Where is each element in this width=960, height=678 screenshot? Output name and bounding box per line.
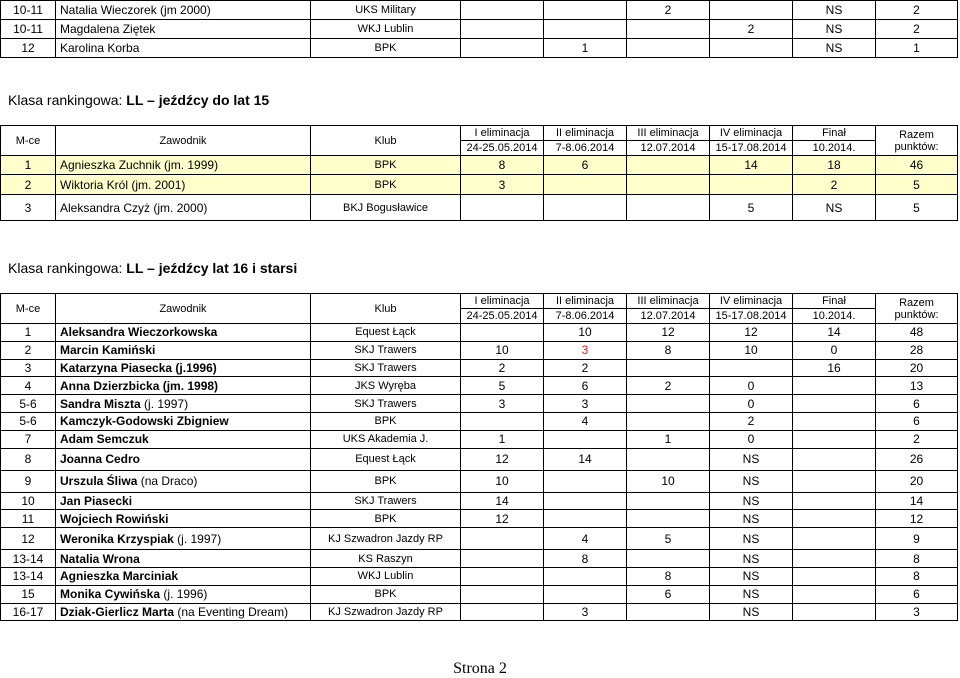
round-1-points: 12 [461,448,544,470]
round-2-points: 8 [544,550,627,568]
header-club: Klub [311,294,461,324]
club-cell: BPK [311,175,461,195]
header-place: M-ce [1,294,56,324]
total-points: 6 [876,395,958,413]
round-4-points: 0 [710,395,793,413]
round-1-points: 12 [461,510,544,528]
rider-extra: (jm. 2000) [150,200,208,215]
round-1-points [461,39,544,58]
round-1-points [461,550,544,568]
club-cell: SKJ Trawers [311,492,461,510]
round-2-points: 6 [544,156,627,175]
round-2-points: 10 [544,324,627,342]
round-4-points: 5 [710,195,793,221]
place-cell: 13-14 [1,550,56,568]
round-4-points [710,175,793,195]
round-4-points: NS [710,585,793,603]
rider-name: Aleksandra Czyż [60,200,151,215]
rider-name: Kamczyk-Godowski Zbigniew [60,414,229,429]
rider-name: Joanna Cedro [60,452,141,467]
club-cell: BPK [311,470,461,492]
table-row [1,567,958,585]
total-points: 46 [876,156,958,175]
club-cell: BPK [311,510,461,528]
total-points: 2 [876,20,958,39]
round-1-points [461,567,544,585]
place-cell: 12 [1,39,56,58]
round-1-points: 8 [461,156,544,175]
header-rider: Zawodnik [56,126,311,156]
round-5-points: 2 [793,175,876,195]
round-3-points [627,492,710,510]
rider-name: Magdalena Ziętek [60,22,156,36]
round-2-points [544,510,627,528]
top-continuation-table [0,0,958,58]
rider-extra: (j. 1997) [140,396,189,411]
header-round-2: II eliminacja [544,294,627,309]
total-points: 2 [876,430,958,448]
rider-name: Agnieszka Marciniak [60,569,179,584]
club-cell: WKJ Lublin [311,567,461,585]
rider-cell [56,359,311,377]
round-3-points [627,412,710,430]
table-row [1,550,958,568]
header-round-4: IV eliminacja [710,294,793,309]
table-row [1,175,958,195]
round-4-points: NS [710,603,793,621]
place-cell: 5-6 [1,395,56,413]
table-row [1,156,958,175]
place-cell: 10 [1,492,56,510]
table-row [1,528,958,550]
round-3-points: 1 [627,430,710,448]
club-cell: BPK [311,39,461,58]
round-5-points [793,470,876,492]
place-cell: 13-14 [1,567,56,585]
round-5-points [793,550,876,568]
header-rider: Zawodnik [56,294,311,324]
header-date-1: 24-25.05.2014 [461,309,544,324]
rider-name: Karolina Korba [60,41,140,55]
round-4-points: NS [710,492,793,510]
place-cell: 8 [1,448,56,470]
table-row [1,324,958,342]
round-1-points: 2 [461,359,544,377]
place-cell: 7 [1,430,56,448]
rider-extra: (jm. 2001) [128,177,186,192]
rider-cell [56,448,311,470]
header-total: Razem punktów: [876,294,958,324]
round-5-points: NS [793,39,876,58]
club-cell: KJ Szwadron Jazdy RP [311,528,461,550]
round-2-points: 14 [544,448,627,470]
round-5-points: NS [793,195,876,221]
round-1-points: 10 [461,470,544,492]
round-4-points: 0 [710,377,793,395]
club-cell: BPK [311,585,461,603]
header-round-2: II eliminacja [544,126,627,141]
section-16-title-main: LL – jeźdźcy lat 16 i starsi [126,260,298,276]
round-3-points [627,603,710,621]
place-cell: 3 [1,195,56,221]
header-total: Razem punktów: [876,126,958,156]
table-row [1,39,958,58]
club-cell: SKJ Trawers [311,395,461,413]
round-4-points: NS [710,510,793,528]
rider-cell [56,550,311,568]
table-row [1,430,958,448]
round-4-points: NS [710,550,793,568]
rider-cell [56,395,311,413]
rider-extra: (jm 2000) [156,3,211,17]
round-2-points: 4 [544,528,627,550]
round-1-points: 5 [461,377,544,395]
table-row [1,603,958,621]
total-points: 20 [876,470,958,492]
round-5-points [793,430,876,448]
round-4-points: NS [710,470,793,492]
header-round-4: IV eliminacja [710,126,793,141]
total-points: 5 [876,195,958,221]
place-cell: 2 [1,175,56,195]
round-1-points [461,585,544,603]
rider-cell [56,377,311,395]
place-cell: 15 [1,585,56,603]
round-4-points: 0 [710,430,793,448]
section-u15-title [8,92,269,108]
total-points: 6 [876,585,958,603]
rider-cell [56,1,311,20]
rider-cell [56,324,311,342]
table-row [1,585,958,603]
club-cell: Equest Łąck [311,448,461,470]
header-date-5: 10.2014. [793,309,876,324]
round-5-points [793,395,876,413]
rider-name: Weronika Krzyspiak [60,531,174,546]
round-4-points: 14 [710,156,793,175]
club-cell: KJ Szwadron Jazdy RP [311,603,461,621]
round-1-points [461,603,544,621]
round-5-points [793,528,876,550]
rider-name: Natalia Wrona [60,551,140,566]
header-date-5: 10.2014. [793,141,876,156]
round-2-points: 2 [544,359,627,377]
round-5-points [793,412,876,430]
round-2-points [544,470,627,492]
header-date-3: 12.07.2014 [627,141,710,156]
rider-name: Sandra Miszta [60,396,141,411]
round-3-points: 8 [627,341,710,359]
rider-cell [56,156,311,175]
round-2-points: 3 [544,603,627,621]
round-3-points [627,20,710,39]
round-1-points: 10 [461,341,544,359]
rider-name: Aleksandra Wieczorkowska [60,325,218,340]
club-cell: BPK [311,412,461,430]
round-1-points [461,528,544,550]
header-round-5: Finał [793,294,876,309]
total-points: 12 [876,510,958,528]
round-5-points [793,585,876,603]
round-4-points: NS [710,448,793,470]
rider-name: Urszula Śliwa [60,474,138,489]
total-points: 8 [876,567,958,585]
rider-extra: (j. 1996) [160,587,208,602]
header-place: M-ce [1,126,56,156]
rider-name: Monika Cywińska [60,587,161,602]
rider-cell [56,603,311,621]
place-cell: 4 [1,377,56,395]
rider-name: Natalia Wieczorek [60,3,157,17]
round-4-points [710,359,793,377]
header-club: Klub [311,126,461,156]
club-cell: UKS Military [311,1,461,20]
place-cell: 9 [1,470,56,492]
round-5-points [793,448,876,470]
round-1-points [461,195,544,221]
total-points: 20 [876,359,958,377]
round-2-points [544,195,627,221]
round-5-points: NS [793,1,876,20]
header-date-4: 15-17.08.2014 [710,141,793,156]
place-cell: 10-11 [1,1,56,20]
round-3-points [627,359,710,377]
place-cell: 1 [1,156,56,175]
round-3-points: 5 [627,528,710,550]
round-1-points [461,412,544,430]
place-cell: 5-6 [1,412,56,430]
round-3-points: 2 [627,1,710,20]
rider-name: Marcin Kamiński [60,343,156,358]
page-footer: Strona 2 [453,660,507,677]
table-row [1,359,958,377]
rider-cell [56,528,311,550]
round-1-points: 3 [461,395,544,413]
total-points: 48 [876,324,958,342]
club-cell: UKS Akademia J. [311,430,461,448]
round-3-points [627,395,710,413]
club-cell: BPK [311,156,461,175]
rider-name: Agnieszka Zuchnik [60,158,161,172]
header-round-5: Finał [793,126,876,141]
total-points: 2 [876,1,958,20]
round-5-points [793,567,876,585]
header-round-3: III eliminacja [627,294,710,309]
table-row [1,20,958,39]
round-2-points [544,430,627,448]
round-3-points [627,448,710,470]
header-date-4: 15-17.08.2014 [710,309,793,324]
club-cell: WKJ Lublin [311,20,461,39]
rider-name: Adam Semczuk [60,432,149,447]
rider-name: Dziak-Gierlicz Marta [60,604,175,619]
rider-cell [56,341,311,359]
club-cell: SKJ Trawers [311,359,461,377]
round-5-points: 18 [793,156,876,175]
round-5-points: 16 [793,359,876,377]
table-row [1,510,958,528]
header-date-2: 7-8.06.2014 [544,141,627,156]
table-row [1,395,958,413]
club-cell: SKJ Trawers [311,341,461,359]
header-date-2: 7-8.06.2014 [544,309,627,324]
rider-extra: (na Draco) [137,474,198,489]
round-3-points: 12 [627,324,710,342]
rider-name: Jan Piasecki [60,493,133,508]
rider-cell [56,39,311,58]
round-2-points [544,20,627,39]
round-5-points [793,603,876,621]
table-row [1,1,958,20]
rider-cell [56,510,311,528]
round-2-points: 4 [544,412,627,430]
round-4-points: NS [710,567,793,585]
header-date-3: 12.07.2014 [627,309,710,324]
round-4-points [710,39,793,58]
place-cell: 2 [1,341,56,359]
club-cell: JKS Wyręba [311,377,461,395]
round-2-points [544,492,627,510]
round-3-points [627,39,710,58]
club-cell: KS Raszyn [311,550,461,568]
rider-name: Katarzyna Piasecka (j.1996) [60,360,217,375]
total-points: 5 [876,175,958,195]
total-points: 6 [876,412,958,430]
round-1-points [461,1,544,20]
table-row [1,412,958,430]
header-round-3: III eliminacja [627,126,710,141]
table-row [1,492,958,510]
table-row [1,377,958,395]
place-cell: 12 [1,528,56,550]
table-row [1,448,958,470]
rider-extra: (j. 1997) [173,531,222,546]
header-date-1: 24-25.05.2014 [461,141,544,156]
section-u15-title-prefix: Klasa rankingowa: [8,92,123,108]
total-points: 13 [876,377,958,395]
place-cell: 10-11 [1,20,56,39]
total-points: 3 [876,603,958,621]
round-3-points [627,550,710,568]
round-3-points: 6 [627,585,710,603]
total-points: 9 [876,528,958,550]
place-cell: 16-17 [1,603,56,621]
round-1-points [461,324,544,342]
round-5-points: NS [793,20,876,39]
rider-cell [56,175,311,195]
section-16-title [8,260,297,276]
round-5-points [793,377,876,395]
round-1-points [461,20,544,39]
round-3-points: 8 [627,567,710,585]
rider-cell [56,20,311,39]
round-4-points: 10 [710,341,793,359]
section-16-table [0,293,958,621]
round-2-points: 1 [544,39,627,58]
rider-cell [56,470,311,492]
round-2-points: 6 [544,377,627,395]
header-round-1: I eliminacja [461,294,544,309]
round-5-points: 0 [793,341,876,359]
round-3-points [627,195,710,221]
round-3-points [627,156,710,175]
round-2-points [544,1,627,20]
rider-extra: (jm. 1999) [160,158,219,172]
round-5-points [793,492,876,510]
round-4-points: 12 [710,324,793,342]
round-2-points: 3 [544,395,627,413]
section-u15-title-main: LL – jeźdźcy do lat 15 [126,92,270,108]
club-cell: Equest Łąck [311,324,461,342]
round-1-points: 1 [461,430,544,448]
rider-cell [56,412,311,430]
round-2-points [544,567,627,585]
section-16-title-prefix: Klasa rankingowa: [8,260,123,276]
table-row [1,195,958,221]
rider-name: Anna Dzierzbicka (jm. 1998) [60,378,219,393]
header-round-1: I eliminacja [461,126,544,141]
rider-cell [56,195,311,221]
table-row [1,470,958,492]
rider-cell [56,567,311,585]
round-1-points: 14 [461,492,544,510]
round-3-points [627,510,710,528]
total-points: 8 [876,550,958,568]
club-cell: BKJ Bogusławice [311,195,461,221]
rider-extra: (na Eventing Dream) [174,604,289,619]
section-u15-table [0,125,958,221]
round-2-points: 3 [544,341,627,359]
rider-cell [56,585,311,603]
place-cell: 11 [1,510,56,528]
round-3-points [627,175,710,195]
round-4-points: 2 [710,412,793,430]
total-points: 1 [876,39,958,58]
place-cell: 3 [1,359,56,377]
total-points: 14 [876,492,958,510]
round-4-points: 2 [710,20,793,39]
round-2-points [544,585,627,603]
round-4-points: NS [710,528,793,550]
round-2-points [544,175,627,195]
total-points: 26 [876,448,958,470]
round-1-points: 3 [461,175,544,195]
rider-cell [56,492,311,510]
table-row [1,341,958,359]
round-3-points: 2 [627,377,710,395]
rider-cell [56,430,311,448]
total-points: 28 [876,341,958,359]
round-3-points: 10 [627,470,710,492]
place-cell: 1 [1,324,56,342]
rider-name: Wiktoria Król [60,177,129,192]
round-5-points: 14 [793,324,876,342]
rider-name: Wojciech Rowiński [60,511,169,526]
round-5-points [793,510,876,528]
round-4-points [710,1,793,20]
